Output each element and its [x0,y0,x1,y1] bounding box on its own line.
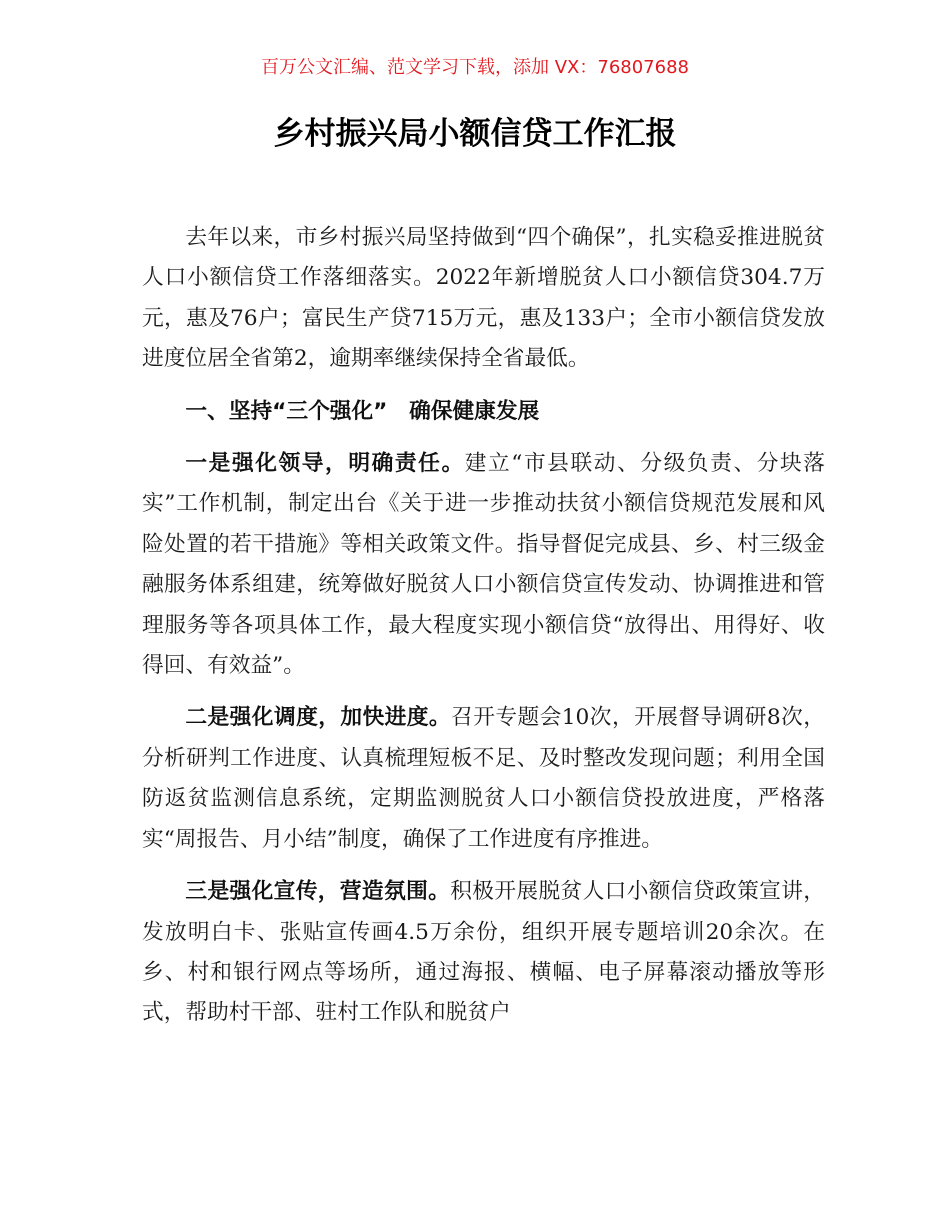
intro-paragraph: 去年以来，市乡村振兴局坚持做到“四个确保”，扎实稳妥推进脱贫人口小额信贷工作落细落实。2022年新增脱贫人口小额信贷304.7万元，惠及76户；富民生产贷715万元，惠及133户；全市小额信贷发放进度位居全省第2，逾期率继续保持全省最低。 [142,225,825,372]
paragraph-item-1 [142,444,825,686]
paragraph-text-1: 建立“市县联动、分级负责、分块落实”工作机制，制定出台《关于进一步推动扶贫小额信贷规范发展和风险处置的若干措施》等相关政策文件。指导督促完成县、乡、村三级金融服务体系组建，统筹做好脱贫人口小额信贷宣传发动、协调推进和管理服务等各项具体工作，最大程度实现小额信贷“放得出、用得好、收得回、有效益”。 [142,451,825,679]
paragraph-item-3 [142,872,825,1034]
paragraph-lead-1: 一是强化领导，明确责任。 [185,451,465,477]
document-body [142,218,825,1046]
paragraph-text-2: 召开专题会10次，开展督导调研8次，分析研判工作进度、认真梳理短板不足、及时整改发现问题；利用全国防返贫监测信息系统，定期监测脱贫人口小额信贷投放进度，严格落实“周报告、月小结”制度，确保了工作进度有序推进。 [142,705,825,852]
paragraph-lead-2: 二是强化调度，加快进度。 [185,705,452,731]
document-title: 乡村振兴局小额信贷工作汇报 [273,116,677,152]
watermark-header: 百万公文汇编、范文学习下载，添加 VX：76807688 [261,57,689,78]
paragraph-text-3: 积极开展脱贫人口小额信贷政策宣讲，发放明白卡、张贴宣传画4.5万余份，组织开展专题培训20余次。在乡、村和银行网点等场所，通过海报、横幅、电子屏幕滚动播放等形式，帮助村干部、驻村工作队和脱贫户 [142,879,825,1026]
paragraph-item-2 [142,698,825,860]
paragraph-lead-3: 三是强化宣传，营造氛围。 [185,879,451,905]
section-heading-1: 一、坚持“三个强化” 确保健康发展 [185,398,540,424]
